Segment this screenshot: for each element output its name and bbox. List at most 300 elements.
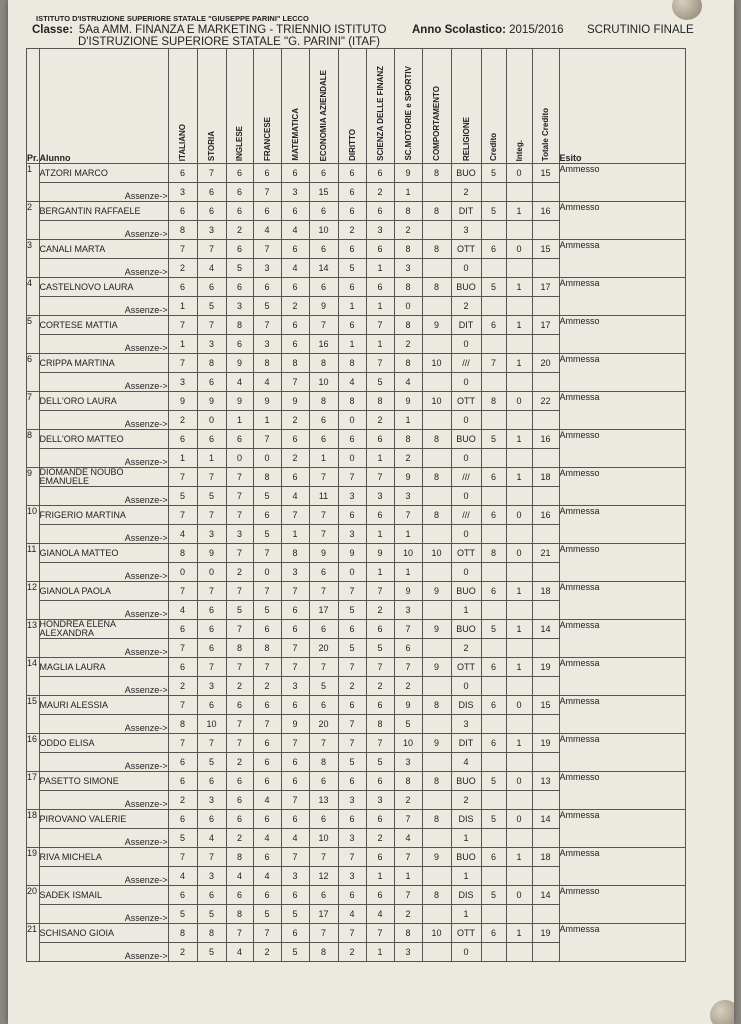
student-name: RIVA MICHELA bbox=[39, 848, 168, 867]
grade-cell: 6 bbox=[338, 202, 366, 221]
absence-cell: 5 bbox=[394, 715, 422, 734]
grade-cell: 0 bbox=[506, 544, 532, 563]
grade-cell: 7 bbox=[226, 544, 253, 563]
grade-cell: 6 bbox=[226, 240, 253, 259]
student-row bbox=[27, 886, 686, 905]
student-name: ODDO ELISA bbox=[39, 734, 168, 753]
grade-cell: 10 bbox=[422, 924, 451, 943]
student-number: 15 bbox=[27, 696, 40, 734]
grade-cell: 6 bbox=[309, 696, 338, 715]
grade-cell: 6 bbox=[309, 240, 338, 259]
absence-cell: 2 bbox=[281, 449, 309, 468]
absence-cell bbox=[532, 715, 559, 734]
grade-cell: 0 bbox=[506, 506, 532, 525]
grade-cell: 7 bbox=[197, 468, 226, 487]
absence-cell: 2 bbox=[451, 791, 481, 810]
grade-cell: BUO bbox=[451, 582, 481, 601]
absence-cell: 2 bbox=[226, 753, 253, 772]
grade-cell: 6 bbox=[481, 734, 506, 753]
col-subject: SCIENZA DELLE FINANZ bbox=[366, 49, 394, 164]
grade-cell: 5 bbox=[481, 772, 506, 791]
grade-cell: 7 bbox=[281, 658, 309, 677]
absence-cell: 0 bbox=[197, 563, 226, 582]
absences-label: Assenze-> bbox=[39, 677, 168, 696]
grade-cell: 6 bbox=[226, 202, 253, 221]
school-name: ISTITUTO D'ISTRUZIONE SUPERIORE STATALE "GIUSEPPE PARINI" LECCO bbox=[36, 14, 309, 23]
student-name: CANALI MARTA bbox=[39, 240, 168, 259]
grade-cell: 1 bbox=[506, 202, 532, 221]
grade-cell: 6 bbox=[168, 810, 197, 829]
grade-cell: 6 bbox=[338, 316, 366, 335]
grade-cell: 9 bbox=[422, 582, 451, 601]
grade-cell: 6 bbox=[226, 810, 253, 829]
absence-cell: 4 bbox=[338, 373, 366, 392]
absence-cell: 2 bbox=[338, 221, 366, 240]
grade-cell: 6 bbox=[253, 620, 281, 639]
absence-cell bbox=[506, 487, 532, 506]
grade-cell: 7 bbox=[197, 240, 226, 259]
student-row bbox=[27, 468, 686, 487]
grade-cell: 7 bbox=[226, 468, 253, 487]
grade-cell: 20 bbox=[532, 354, 559, 373]
year-label: Anno Scolastico: bbox=[412, 24, 506, 36]
student-row bbox=[27, 658, 686, 677]
grade-cell: 6 bbox=[366, 886, 394, 905]
absence-cell bbox=[506, 829, 532, 848]
absence-cell: 10 bbox=[309, 829, 338, 848]
absence-cell bbox=[481, 905, 506, 924]
grade-cell: 7 bbox=[168, 848, 197, 867]
grade-cell: 7 bbox=[253, 658, 281, 677]
grade-cell: 6 bbox=[281, 278, 309, 297]
absence-cell: 1 bbox=[451, 829, 481, 848]
grade-cell: BUO bbox=[451, 430, 481, 449]
grade-cell: 6 bbox=[253, 164, 281, 183]
absence-cell: 6 bbox=[281, 601, 309, 620]
absence-cell: 9 bbox=[309, 297, 338, 316]
absence-cell: 2 bbox=[226, 829, 253, 848]
grade-cell: 6 bbox=[168, 430, 197, 449]
absence-cell bbox=[532, 943, 559, 962]
school-year bbox=[412, 24, 564, 36]
grade-cell: 6 bbox=[168, 772, 197, 791]
absence-cell: 17 bbox=[309, 905, 338, 924]
grade-cell: 6 bbox=[481, 848, 506, 867]
absence-cell: 1 bbox=[451, 867, 481, 886]
absence-cell: 4 bbox=[281, 221, 309, 240]
grade-cell: 6 bbox=[226, 886, 253, 905]
absence-cell: 6 bbox=[197, 373, 226, 392]
absence-cell: 2 bbox=[281, 411, 309, 430]
grade-cell: 6 bbox=[226, 164, 253, 183]
absence-cell bbox=[532, 639, 559, 658]
absences-label: Assenze-> bbox=[39, 449, 168, 468]
absence-cell: 5 bbox=[253, 525, 281, 544]
absence-cell: 1 bbox=[394, 563, 422, 582]
student-row bbox=[27, 848, 686, 867]
grade-cell: 6 bbox=[366, 240, 394, 259]
grade-cell: 6 bbox=[197, 620, 226, 639]
grade-cell: 0 bbox=[506, 240, 532, 259]
absence-cell: 0 bbox=[338, 449, 366, 468]
absence-cell: 3 bbox=[197, 791, 226, 810]
grade-cell: 7 bbox=[197, 658, 226, 677]
grade-cell: 6 bbox=[197, 886, 226, 905]
absence-cell: 5 bbox=[168, 905, 197, 924]
absence-cell: 3 bbox=[281, 563, 309, 582]
grade-cell: 17 bbox=[532, 316, 559, 335]
grade-cell: 7 bbox=[338, 848, 366, 867]
student-name: PIROVANO VALERIE bbox=[39, 810, 168, 829]
grade-cell: 6 bbox=[281, 202, 309, 221]
grade-cell: 9 bbox=[197, 392, 226, 411]
absence-cell: 5 bbox=[253, 297, 281, 316]
student-row bbox=[27, 620, 686, 639]
student-row bbox=[27, 772, 686, 791]
grade-cell: 6 bbox=[338, 810, 366, 829]
grade-cell: 15 bbox=[532, 164, 559, 183]
absence-cell bbox=[532, 449, 559, 468]
absence-cell bbox=[422, 867, 451, 886]
grade-cell: 1 bbox=[506, 848, 532, 867]
grade-cell: 6 bbox=[281, 316, 309, 335]
grade-cell: 6 bbox=[168, 202, 197, 221]
absence-cell: 3 bbox=[394, 943, 422, 962]
student-row bbox=[27, 354, 686, 373]
grade-cell: 6 bbox=[253, 202, 281, 221]
pushpin-bottom-right bbox=[710, 1000, 734, 1024]
grade-cell: 1 bbox=[506, 582, 532, 601]
absence-cell: 0 bbox=[451, 487, 481, 506]
absence-cell: 8 bbox=[168, 221, 197, 240]
absence-cell: 14 bbox=[309, 259, 338, 278]
absences-label: Assenze-> bbox=[39, 829, 168, 848]
absences-label: Assenze-> bbox=[39, 905, 168, 924]
grade-cell: 6 bbox=[197, 202, 226, 221]
absence-cell: 0 bbox=[253, 449, 281, 468]
absence-cell: 6 bbox=[197, 183, 226, 202]
grade-cell: 7 bbox=[226, 658, 253, 677]
grades-table bbox=[26, 48, 686, 962]
grade-cell: 9 bbox=[226, 392, 253, 411]
student-name: HONDREA ELENA ALEXANDRA bbox=[39, 620, 168, 639]
absence-cell: 2 bbox=[394, 221, 422, 240]
esito-cell: Ammesso bbox=[559, 202, 685, 240]
absence-cell: 5 bbox=[338, 259, 366, 278]
grade-cell: 6 bbox=[281, 810, 309, 829]
grade-cell: 1 bbox=[506, 468, 532, 487]
grade-cell: 10 bbox=[422, 354, 451, 373]
absence-cell: 5 bbox=[281, 943, 309, 962]
absence-cell: 3 bbox=[394, 601, 422, 620]
grade-cell: 6 bbox=[253, 810, 281, 829]
grade-cell: 9 bbox=[197, 544, 226, 563]
grade-cell: 16 bbox=[532, 430, 559, 449]
absence-cell: 6 bbox=[226, 335, 253, 354]
absence-cell bbox=[506, 259, 532, 278]
grade-cell: 6 bbox=[481, 582, 506, 601]
student-number: 7 bbox=[27, 392, 40, 430]
absence-cell: 7 bbox=[309, 525, 338, 544]
absence-cell: 12 bbox=[309, 867, 338, 886]
absence-cell: 5 bbox=[338, 601, 366, 620]
grade-cell: 7 bbox=[168, 468, 197, 487]
absence-cell: 3 bbox=[226, 525, 253, 544]
absence-cell: 6 bbox=[226, 791, 253, 810]
grade-cell: 6 bbox=[281, 620, 309, 639]
absence-cell: 9 bbox=[281, 715, 309, 734]
absence-cell: 7 bbox=[281, 791, 309, 810]
grade-cell: 6 bbox=[281, 924, 309, 943]
student-name: CRIPPA MARTINA bbox=[39, 354, 168, 373]
absences-label: Assenze-> bbox=[39, 791, 168, 810]
grade-cell: OTT bbox=[451, 658, 481, 677]
absence-cell: 1 bbox=[366, 449, 394, 468]
absence-cell: 16 bbox=[309, 335, 338, 354]
absence-cell: 11 bbox=[309, 487, 338, 506]
grade-cell: 8 bbox=[481, 392, 506, 411]
esito-cell: Ammesso bbox=[559, 316, 685, 354]
absence-cell: 7 bbox=[253, 183, 281, 202]
grade-cell: 7 bbox=[309, 582, 338, 601]
absences-label: Assenze-> bbox=[39, 601, 168, 620]
grade-cell: 9 bbox=[394, 582, 422, 601]
student-name: ATZORI MARCO bbox=[39, 164, 168, 183]
student-row bbox=[27, 924, 686, 943]
grade-cell: 15 bbox=[532, 696, 559, 715]
absence-cell: 2 bbox=[338, 677, 366, 696]
absence-cell bbox=[422, 297, 451, 316]
grade-cell: 7 bbox=[168, 240, 197, 259]
absence-cell: 0 bbox=[451, 563, 481, 582]
absence-cell: 1 bbox=[168, 297, 197, 316]
grade-cell: 6 bbox=[253, 506, 281, 525]
grade-cell: BUO bbox=[451, 620, 481, 639]
absence-cell: 1 bbox=[394, 183, 422, 202]
absence-cell bbox=[532, 221, 559, 240]
grade-cell: 10 bbox=[422, 544, 451, 563]
grade-cell: 1 bbox=[506, 278, 532, 297]
absence-cell: 2 bbox=[168, 677, 197, 696]
grade-cell: 18 bbox=[532, 848, 559, 867]
grade-cell: 7 bbox=[168, 316, 197, 335]
absence-cell: 4 bbox=[226, 943, 253, 962]
esito-cell: Ammesso bbox=[559, 164, 685, 202]
absence-cell: 0 bbox=[451, 449, 481, 468]
student-name: SADEK ISMAIL bbox=[39, 886, 168, 905]
absence-cell: 5 bbox=[197, 297, 226, 316]
grade-cell: 6 bbox=[481, 316, 506, 335]
grade-cell: DIS bbox=[451, 696, 481, 715]
grade-cell: 8 bbox=[253, 354, 281, 373]
grade-cell: 6 bbox=[197, 696, 226, 715]
grade-cell: 7 bbox=[309, 316, 338, 335]
absence-cell: 1 bbox=[394, 525, 422, 544]
grade-cell: 7 bbox=[197, 316, 226, 335]
absence-cell: 3 bbox=[253, 259, 281, 278]
grade-cell: 8 bbox=[394, 278, 422, 297]
absence-cell bbox=[506, 183, 532, 202]
absence-cell bbox=[506, 677, 532, 696]
student-number: 3 bbox=[27, 240, 40, 278]
grade-cell: 8 bbox=[422, 164, 451, 183]
absence-cell bbox=[422, 449, 451, 468]
grade-cell: 6 bbox=[366, 772, 394, 791]
grade-cell: 6 bbox=[309, 810, 338, 829]
student-name: DELL'ORO LAURA bbox=[39, 392, 168, 411]
grade-cell: 6 bbox=[253, 886, 281, 905]
grade-cell: 5 bbox=[481, 202, 506, 221]
student-number: 4 bbox=[27, 278, 40, 316]
absence-cell: 2 bbox=[338, 943, 366, 962]
absence-cell: 4 bbox=[253, 791, 281, 810]
absence-cell: 5 bbox=[168, 829, 197, 848]
grade-cell: 0 bbox=[506, 772, 532, 791]
student-name: DELL'ORO MATTEO bbox=[39, 430, 168, 449]
absence-cell bbox=[481, 639, 506, 658]
student-number: 6 bbox=[27, 354, 40, 392]
absences-label: Assenze-> bbox=[39, 221, 168, 240]
grade-cell: 7 bbox=[338, 582, 366, 601]
grade-cell: /// bbox=[451, 506, 481, 525]
grade-cell: 8 bbox=[422, 202, 451, 221]
grade-cell: 6 bbox=[481, 696, 506, 715]
col-subject: RELIGIONE bbox=[451, 49, 481, 164]
grade-cell: 1 bbox=[506, 430, 532, 449]
grade-cell: 6 bbox=[168, 658, 197, 677]
absence-cell: 2 bbox=[366, 829, 394, 848]
esito-cell: Ammesso bbox=[559, 468, 685, 506]
grade-cell: 6 bbox=[309, 430, 338, 449]
absence-cell bbox=[481, 335, 506, 354]
grade-cell: 6 bbox=[338, 620, 366, 639]
absence-cell: 6 bbox=[226, 183, 253, 202]
grade-cell: 9 bbox=[168, 392, 197, 411]
absence-cell: 3 bbox=[394, 753, 422, 772]
absence-cell: 2 bbox=[168, 411, 197, 430]
grade-cell: 8 bbox=[197, 354, 226, 373]
esito-cell: Ammessa bbox=[559, 810, 685, 848]
absence-cell: 3 bbox=[394, 487, 422, 506]
grade-cell: 10 bbox=[394, 544, 422, 563]
absence-cell: 4 bbox=[394, 829, 422, 848]
class-value-2: D'ISTRUZIONE SUPERIORE STATALE "G. PARINI" (ITAF) bbox=[78, 36, 380, 48]
grade-cell: 6 bbox=[197, 810, 226, 829]
absence-cell bbox=[422, 411, 451, 430]
grade-cell: 7 bbox=[168, 354, 197, 373]
absence-cell: 3 bbox=[281, 183, 309, 202]
grade-cell: 7 bbox=[366, 924, 394, 943]
grade-cell: 6 bbox=[281, 430, 309, 449]
absence-cell bbox=[506, 449, 532, 468]
grade-cell: 1 bbox=[506, 620, 532, 639]
absences-label: Assenze-> bbox=[39, 183, 168, 202]
student-number: 17 bbox=[27, 772, 40, 810]
absence-cell: 0 bbox=[197, 411, 226, 430]
grade-cell: 9 bbox=[394, 468, 422, 487]
student-number: 12 bbox=[27, 582, 40, 620]
absence-cell: 1 bbox=[309, 449, 338, 468]
grade-cell: DIT bbox=[451, 316, 481, 335]
col-subject: SC.MOTORIE e SPORTIV bbox=[394, 49, 422, 164]
student-row bbox=[27, 278, 686, 297]
absence-cell: 8 bbox=[253, 639, 281, 658]
absence-cell bbox=[422, 335, 451, 354]
absence-cell: 5 bbox=[197, 905, 226, 924]
grade-cell: 1 bbox=[506, 734, 532, 753]
grade-cell: 7 bbox=[226, 734, 253, 753]
grade-cell: 8 bbox=[422, 240, 451, 259]
grade-cell: 8 bbox=[394, 924, 422, 943]
grade-cell: 6 bbox=[281, 164, 309, 183]
grade-cell: 6 bbox=[281, 772, 309, 791]
absence-cell: 3 bbox=[338, 487, 366, 506]
year-value: 2015/2016 bbox=[509, 24, 564, 36]
grade-cell: 7 bbox=[394, 886, 422, 905]
student-row bbox=[27, 164, 686, 183]
student-row bbox=[27, 506, 686, 525]
absence-cell: 4 bbox=[197, 829, 226, 848]
absences-label: Assenze-> bbox=[39, 373, 168, 392]
absence-cell: 7 bbox=[253, 715, 281, 734]
absence-cell: 3 bbox=[168, 373, 197, 392]
grade-cell: 8 bbox=[394, 202, 422, 221]
grade-cell: 6 bbox=[338, 772, 366, 791]
absence-cell: 8 bbox=[226, 639, 253, 658]
grade-cell: 6 bbox=[226, 696, 253, 715]
absence-cell: 1 bbox=[366, 259, 394, 278]
grade-cell: 0 bbox=[506, 392, 532, 411]
student-name: DIOMANDE NOUBO EMANUELE bbox=[39, 468, 168, 487]
grade-cell: 8 bbox=[168, 544, 197, 563]
grade-cell: 5 bbox=[481, 278, 506, 297]
class-header bbox=[32, 24, 694, 36]
absence-cell bbox=[506, 715, 532, 734]
grade-cell: 5 bbox=[481, 164, 506, 183]
absence-cell bbox=[532, 829, 559, 848]
absence-cell bbox=[481, 183, 506, 202]
grade-cell: OTT bbox=[451, 240, 481, 259]
student-row bbox=[27, 544, 686, 563]
absence-cell: 4 bbox=[226, 867, 253, 886]
absence-cell: 4 bbox=[253, 829, 281, 848]
grade-cell: 6 bbox=[366, 430, 394, 449]
header-row bbox=[27, 49, 686, 164]
grade-cell: 10 bbox=[394, 734, 422, 753]
grade-cell: 6 bbox=[481, 468, 506, 487]
student-number: 9 bbox=[27, 468, 40, 506]
grade-cell: 8 bbox=[422, 810, 451, 829]
absence-cell bbox=[422, 601, 451, 620]
grade-cell: 6 bbox=[253, 696, 281, 715]
grade-cell: 9 bbox=[281, 392, 309, 411]
grade-cell: 6 bbox=[338, 696, 366, 715]
grade-cell: /// bbox=[451, 354, 481, 373]
grade-cell: 16 bbox=[532, 506, 559, 525]
grade-cell: 9 bbox=[422, 658, 451, 677]
absence-cell: 3 bbox=[168, 183, 197, 202]
absence-cell bbox=[532, 677, 559, 696]
absence-cell: 4 bbox=[253, 221, 281, 240]
absence-cell bbox=[422, 791, 451, 810]
grade-cell: 14 bbox=[532, 620, 559, 639]
absence-cell: 2 bbox=[366, 601, 394, 620]
absence-cell: 5 bbox=[253, 487, 281, 506]
col-subject: ECONOMIA AZIENDALE bbox=[309, 49, 338, 164]
student-number: 13 bbox=[27, 620, 40, 658]
absences-label: Assenze-> bbox=[39, 335, 168, 354]
student-number: 1 bbox=[27, 164, 40, 202]
